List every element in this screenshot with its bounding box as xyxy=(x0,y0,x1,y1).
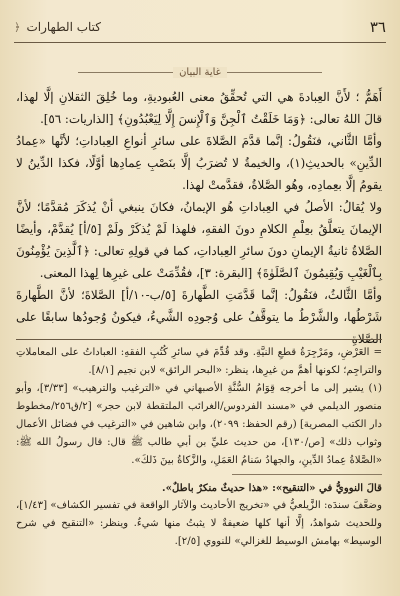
main-text xyxy=(16,86,382,350)
ornament-icon: ﴿ xyxy=(14,20,21,34)
footnote-rule xyxy=(16,339,382,340)
footnotes xyxy=(16,344,382,551)
header-rule xyxy=(14,42,386,43)
page-header xyxy=(14,12,386,42)
commentary-band xyxy=(118,64,282,80)
footnote-separator xyxy=(232,474,382,475)
footnote-line: وضعَّفَ سندَه: الزَّيلعيُّ في «تخريج الأحاديث والآثار الواقعة في تفسير الكشاف» [١/٤٣]، وللحديث شواهدُ، إلَّا أنها كلها ضعيفةٌ لا يثبتُ منها شيءٌ. وينظر: «التنقيح في شرح الوسيط» بهامش الوسيط للغزالي» للنووي [٢/٥]. xyxy=(16,500,382,547)
band-title: غاية البيان xyxy=(173,67,227,78)
running-title-text: كتاب الطهارات xyxy=(26,20,102,34)
page-number: ٣٦ xyxy=(369,18,386,36)
running-title xyxy=(14,20,101,34)
main-paragraph: ولا يُقالُ: الأصلُ في العِباداتِ هُو الإيمانُ، فكانَ ينبغي أنْ يُذكَرَ مُقدَّمًا؛ لأنَّ الإيمانَ يتعلَّقُ بعِلْمِ الكلامِ دونَ الفقهِ، فلهذا لَمْ يُذكَرْ ولَمْ [٥/أ] يُقدَّمْ، وأيضًا الصَّلاةُ ثانيةُ الإيمانِ دونَ سائرِ العِباداتِ، كما في قولِهِ تعالى: ﴿ٱلَّذِينَ يُؤْمِنُونَ بِٱلْغَيْبِ وَيُقِيمُونَ ٱلصَّلَوٰةَ﴾ [البقرة: ٣]، فقُدِّمَتْ على غيرِها لِهذا المعنى. xyxy=(16,200,382,280)
footnote-line: قالَ النوويُّ في «التنقيح»: «هذا حديثٌ منكرٌ باطلٌ». xyxy=(162,482,382,494)
main-paragraph: وأمَّا الثَّاني، فنَقُولُ: إنَّما قدَّمَ الصَّلاةَ على سائرِ أنواعِ العِباداتِ؛ لأنَّها «عِمادُ الدِّينِ» بالحديثِ(١)، والخيمةُ لا تُضرَبُ إلَّا بنَصْبِ عِمادِها أوَّلًا، فكذا الدِّينُ لا يقومُ إلَّا بعِمادِه، وهُو الصَّلاةُ، فقدَّمتْ لهذا. xyxy=(16,134,382,192)
main-paragraph: أَهَمُّ ؛ لأَنَّ العِبادةَ هي التي تُحقِّقُ معنى العُبوديةِ، وما خُلِقَ الثقلانِ إلَّا لهذا، قالَ اللهُ تعالى: ﴿وَمَا خَلَقْتُ ٱلْجِنَّ وَٱلْإِنسَ إِلَّا لِيَعْبُدُونِ﴾ [الذاريات: ٥٦]. xyxy=(16,90,382,126)
footnote-line: = العَرْضِ، ومَرْجِرَةُ قطعِ النيَّةِ. وقد قُدِّمَ في سائرِ كُتُبِ الفقهِ: العباداتُ على المعاملاتِ والتراجِم؛ لكونها أهمَّ من غيرِها، ينظر: «البحر الرائق» لابن نجيم [٨/١]. xyxy=(16,347,382,376)
main-paragraph: وأمَّا الثَّالثُ، فنَقُولُ: إنَّما قَدَّمَتِ الطَّهارةَ [٥/ب-١٠/أ] الصَّلاةَ؛ لأنَّ الطَّهارةَ شَرْطُها، والشَّرْطُ ما يتوقَّفُ على وُجودِه الشَّيءُ، فيكونُ وُجودُها سابقًا على الصَّلاةِ xyxy=(16,288,382,346)
footnote-line: (١) يشير إلى ما أخرجه قِوَامُ السُّنَّةِ الأصبهاني في «الترغيب والترهيب» [٣/٣٣]، وأبو منصور الديلمي في «مسند الفردوس/الغرائب الملتقطة لابن حجر» [٢/ق٢٥٦/مخطوط دار الكتب المصرية] (رقم الحفظ: ٢٠٩٩)، وابن شاهين في «الترغيب في فضائل الأعمال وثواب ذلك» [ص/١٣٠]، من حديث عليِّ بن أبي طالب ﷺ قال: قال رسولُ الله ﷺ: «الصَّلاةُ عِمادُ الدِّينِ، والجهادُ سَنامُ العَمَلِ، والزَّكاةُ بينَ ذَلكَ». xyxy=(16,383,383,466)
